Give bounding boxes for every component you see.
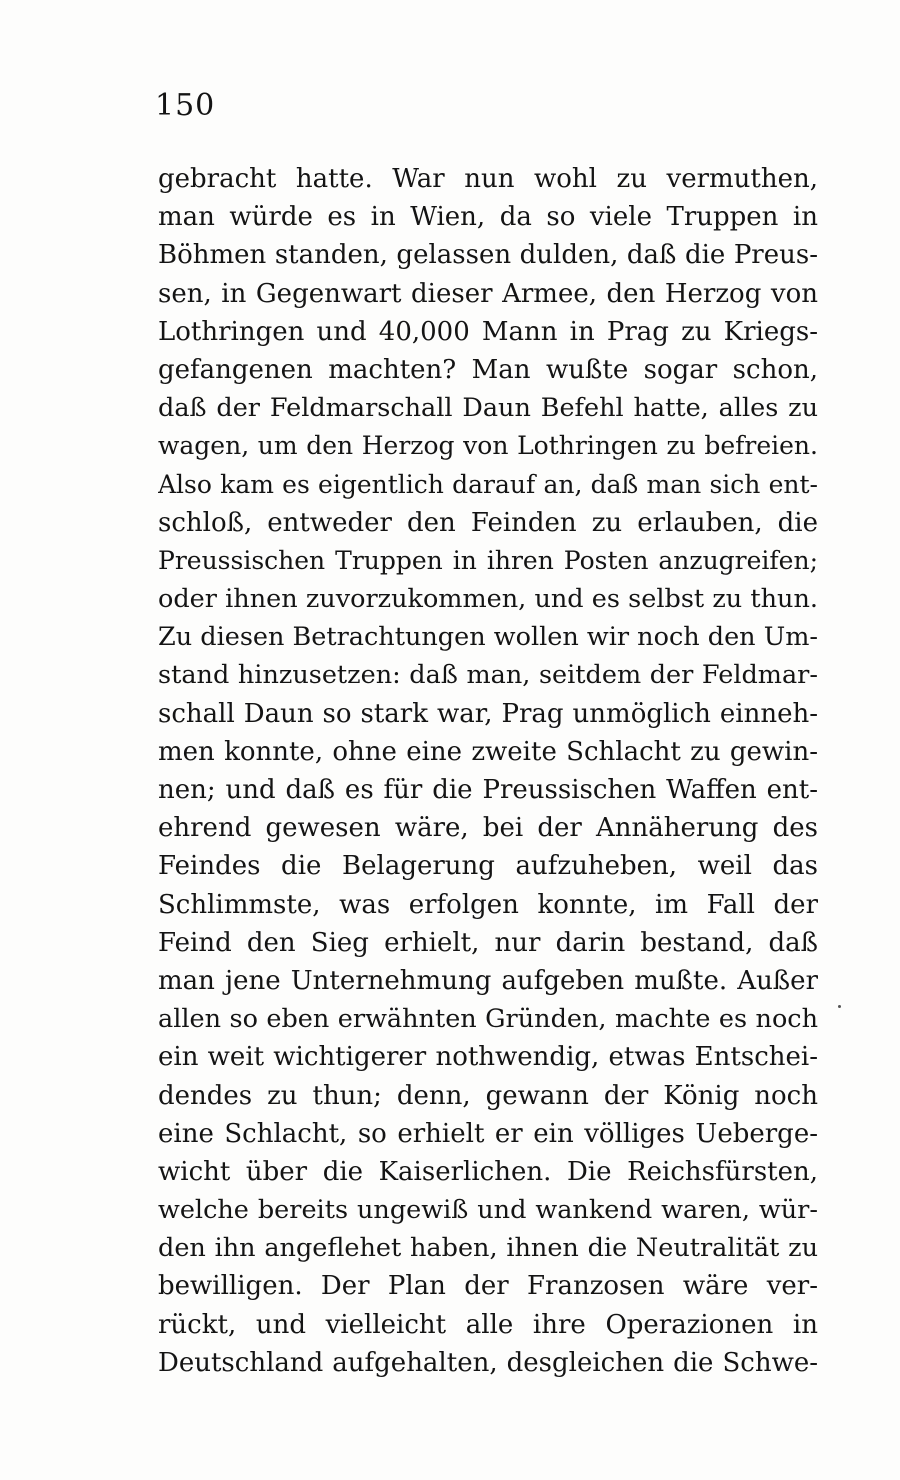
text-line: oder ihnen zuvorzukommen, und es selbst zu thun. xyxy=(158,584,818,615)
text-line: schloß, entweder den Feinden zu erlauben, die xyxy=(158,507,818,538)
text-line: Böhmen standen, gelassen dulden, daß die Preus- xyxy=(158,240,818,271)
text-line: schall Daun so stark war, Prag unmöglich einneh- xyxy=(158,698,818,729)
text-line: ein weit wichtigerer nothwendig, etwas Entschei- xyxy=(158,1042,818,1073)
text-line: man würde es in Wien, da so viele Truppen in xyxy=(158,202,818,233)
text-line: Schlimmste, was erfolgen konnte, im Fall der xyxy=(158,889,818,920)
margin-mark xyxy=(838,1005,841,1008)
text-line: ehrend gewesen wäre, bei der Annäherung des xyxy=(158,813,818,844)
text-line: gebracht hatte. War nun wohl zu vermuthen, xyxy=(158,164,818,194)
text-line: wagen, um den Herzog von Lothringen zu befreien. xyxy=(158,431,818,461)
body-text xyxy=(158,160,818,1382)
text-line: men konnte, ohne eine zweite Schlacht zu gewin- xyxy=(158,736,818,767)
text-line: wicht über die Kaiserlichen. Die Reichsfürsten, xyxy=(158,1156,818,1187)
text-line: Also kam es eigentlich darauf an, daß man sich ent- xyxy=(158,469,818,499)
text-line: Zu diesen Betrachtungen wollen wir noch den Um- xyxy=(158,622,818,653)
text-line: eine Schlacht, so erhielt er ein völliges Ueberge- xyxy=(158,1118,818,1149)
text-line: man jene Unternehmung aufgeben mußte. Außer xyxy=(158,965,818,996)
text-line: stand hinzusetzen: daß man, seitdem der Feldmar- xyxy=(158,660,818,691)
text-line: dendes zu thun; denn, gewann der König noch xyxy=(158,1080,818,1111)
text-line: daß der Feldmarschall Daun Befehl hatte, alles zu xyxy=(158,393,818,424)
text-line: Deutschland aufgehalten, desgleichen die Schwe- xyxy=(158,1347,818,1378)
text-line: Feind den Sieg erhielt, nur darin bestand, daß xyxy=(158,927,818,958)
text-line: welche bereits ungewiß und wankend waren, wür- xyxy=(158,1195,818,1226)
text-line: gefangenen machten? Man wußte sogar schon, xyxy=(158,354,818,385)
text-line: nen; und daß es für die Preussischen Waffen ent- xyxy=(158,775,818,805)
text-line: Lothringen und 40,000 Mann in Prag zu Kriegs- xyxy=(158,316,818,347)
page-number: 150 xyxy=(155,88,216,123)
text-line: Preussischen Truppen in ihren Posten anzugreifen; xyxy=(158,545,818,575)
text-line: bewilligen. Der Plan der Franzosen wäre ver- xyxy=(158,1271,818,1302)
text-line: den ihn angeflehet haben, ihnen die Neutralität zu xyxy=(158,1233,818,1264)
text-line: sen, in Gegenwart dieser Armee, den Herzog von xyxy=(158,278,818,309)
text-line: rückt, und vielleicht alle ihre Operazionen in xyxy=(158,1309,818,1340)
text-line: Feindes die Belagerung aufzuheben, weil das xyxy=(158,851,818,882)
text-line: allen so eben erwähnten Gründen, machte es noch xyxy=(158,1004,818,1035)
